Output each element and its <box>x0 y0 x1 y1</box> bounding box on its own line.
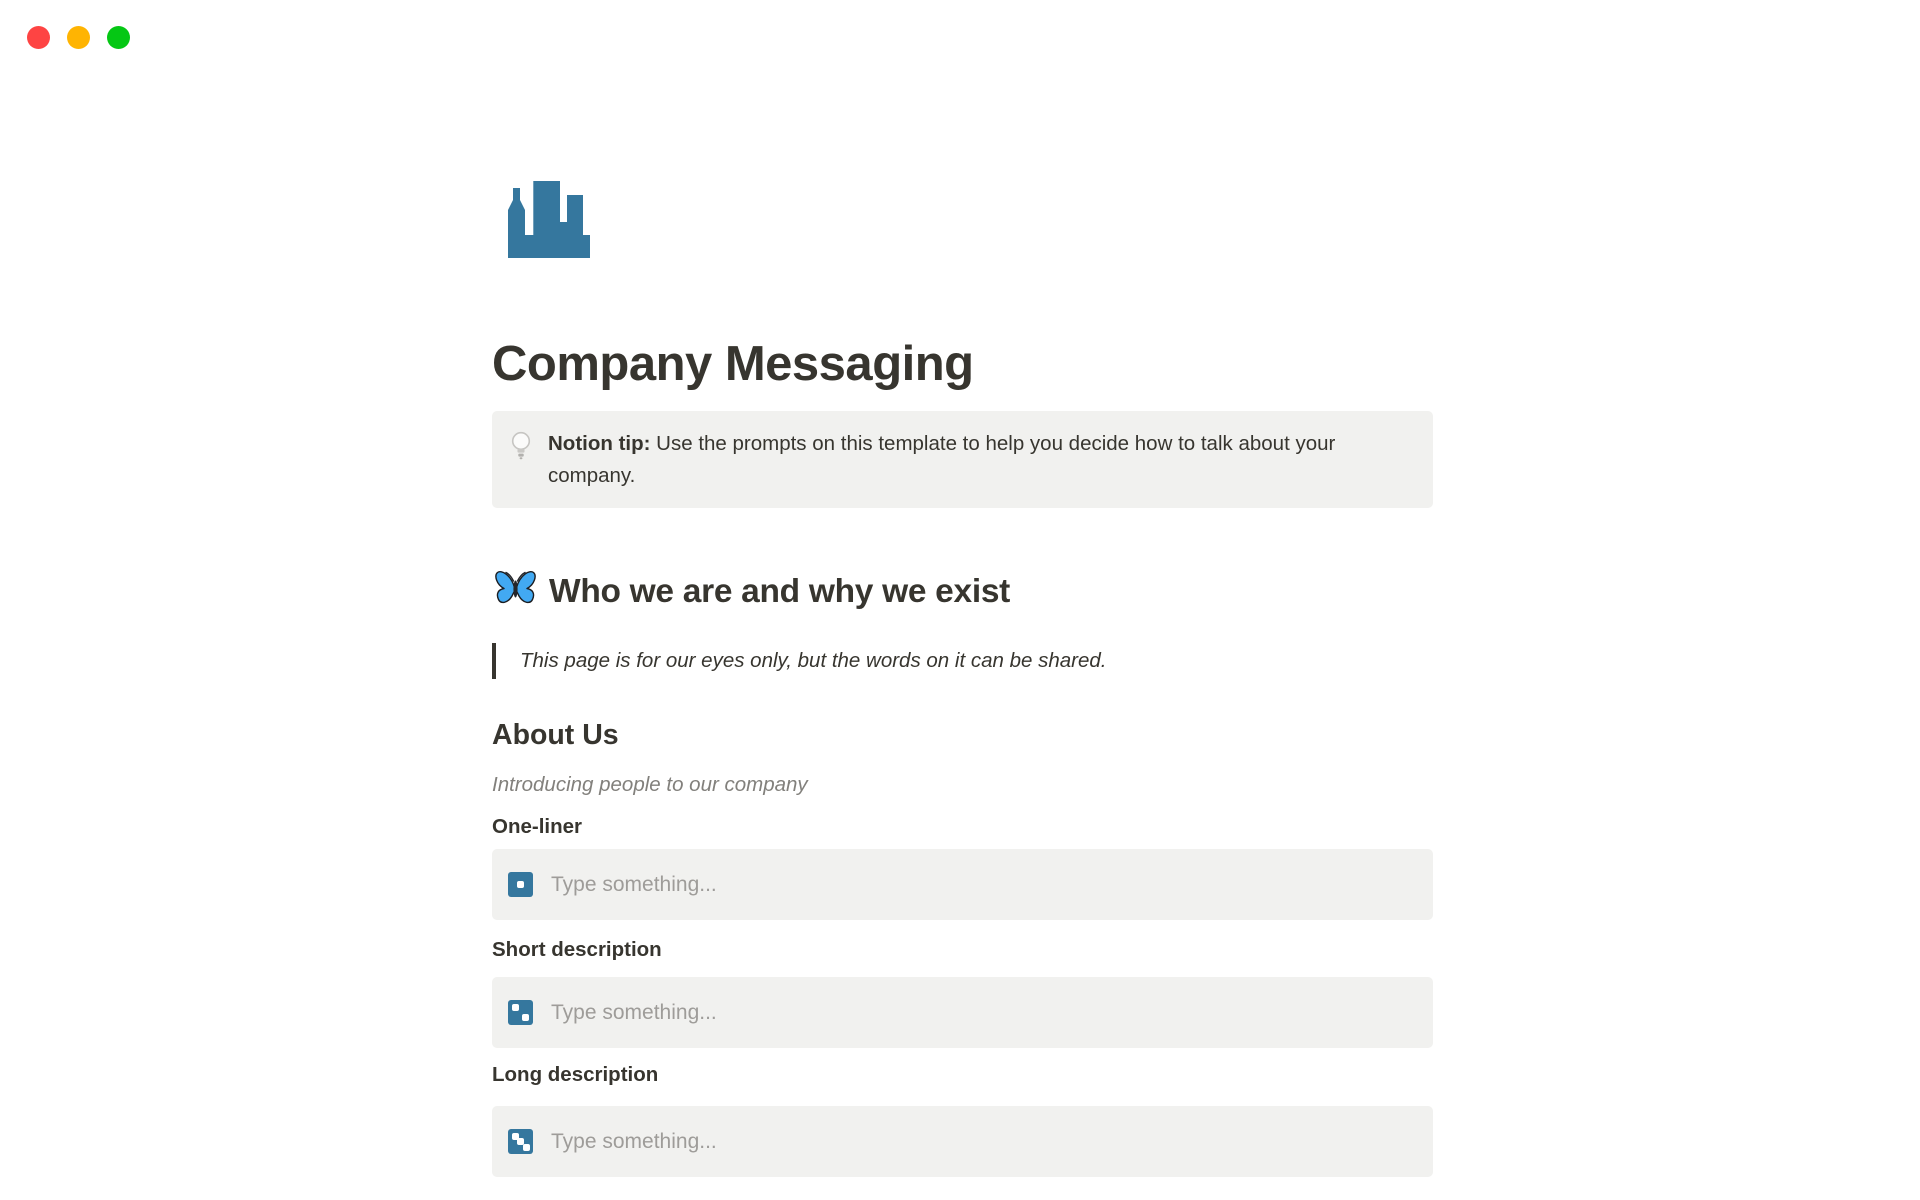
field-label: One-liner <box>492 815 582 838</box>
minimize-button[interactable] <box>67 26 90 49</box>
field-label: Short description <box>492 938 662 961</box>
dice-dot <box>523 1144 530 1151</box>
callout-lead: Notion tip: <box>548 432 651 455</box>
close-button[interactable] <box>27 26 50 49</box>
dice-one-icon <box>508 872 533 897</box>
dice-three-icon <box>508 1129 533 1154</box>
about-us-heading: About Us <box>492 719 619 751</box>
quote-block: This page is for our eyes only, but the words on it can be shared. <box>492 643 1106 679</box>
window-controls <box>27 26 130 49</box>
section-heading-text: Who we are and why we exist <box>549 572 1011 610</box>
dice-dot <box>512 1004 519 1011</box>
butterfly-icon <box>495 569 536 614</box>
long-description-input[interactable] <box>492 1106 1433 1177</box>
page-title: Company Messaging <box>492 337 974 391</box>
dice-dot <box>522 1014 529 1021</box>
notion-page <box>492 0 1433 1200</box>
light-bulb-icon <box>510 431 532 466</box>
field-label: Long description <box>492 1063 659 1086</box>
field-placeholder: Type something... <box>551 872 717 896</box>
field-group-short-description <box>492 935 1433 1048</box>
callout-text <box>548 428 1413 492</box>
dice-two-icon <box>508 1000 533 1025</box>
section-heading <box>492 569 1010 614</box>
field-group-one-liner <box>492 812 1433 920</box>
dice-dot <box>517 881 524 888</box>
field-group-long-description <box>492 1060 1433 1177</box>
about-us-caption: Introducing people to our company <box>492 773 808 796</box>
field-placeholder: Type something... <box>551 1129 717 1153</box>
notion-tip-callout <box>492 411 1433 508</box>
city-buildings-icon[interactable] <box>507 181 590 258</box>
one-liner-input[interactable] <box>492 849 1433 920</box>
field-placeholder: Type something... <box>551 1000 717 1024</box>
short-description-input[interactable] <box>492 977 1433 1048</box>
zoom-button[interactable] <box>107 26 130 49</box>
callout-body: Use the prompts on this template to help you decide how to talk about your company. <box>548 432 1336 487</box>
